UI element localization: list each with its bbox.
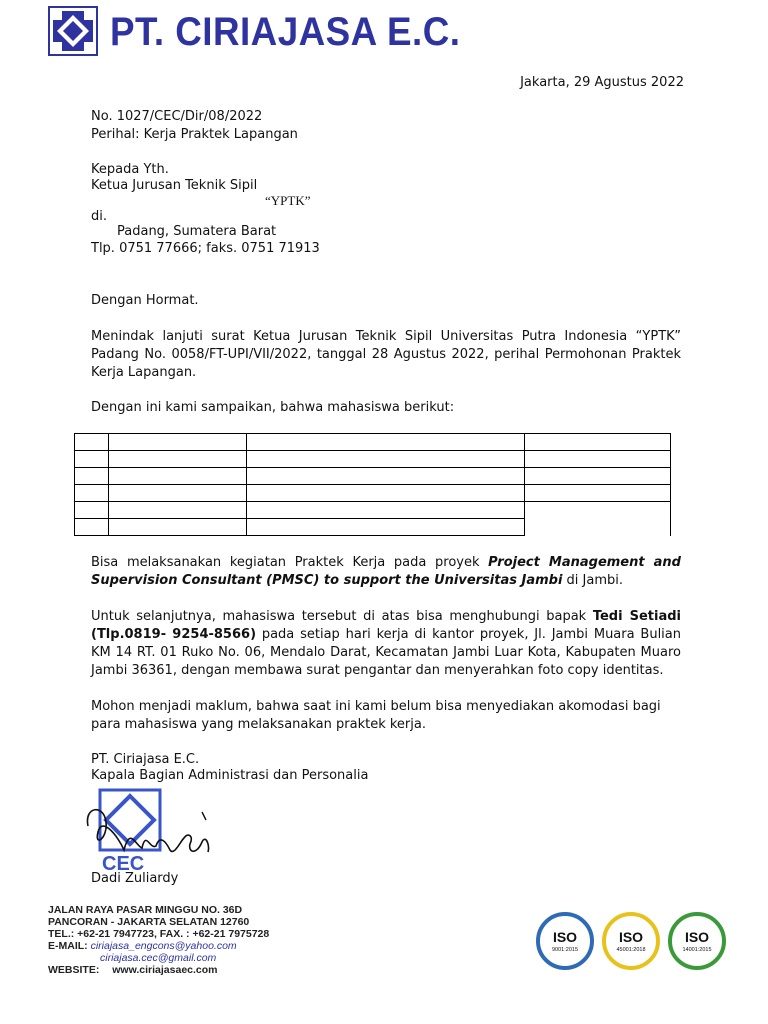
recipient-line: Ketua Jurusan Teknik Sipil xyxy=(91,178,258,193)
address-line: PANCORAN - JAKARTA SELATAN 12760 xyxy=(48,916,250,928)
recipient-line: di. xyxy=(91,209,107,224)
footer-address xyxy=(48,904,269,976)
website-link[interactable]: www.ciriajasaec.com xyxy=(112,964,218,976)
iso-45001-badge xyxy=(602,912,660,970)
iso-label: ISO xyxy=(618,929,644,945)
website-label: WEBSITE: xyxy=(48,964,100,976)
iso-label: ISO xyxy=(552,929,578,945)
letter-date: Jakarta, 29 Agustus 2022 xyxy=(520,75,684,90)
iso-standard: 45001:2018 xyxy=(616,947,646,953)
table-row xyxy=(75,451,671,468)
recipient-line: “YPTK” xyxy=(265,193,311,208)
iso-14001-badge xyxy=(668,912,726,970)
letter-subject: Perihal: Kerja Praktek Lapangan xyxy=(91,127,298,142)
recipient-line: Kepada Yth. xyxy=(91,162,169,177)
paragraph-text: Untuk selanjutnya, mahasiswa tersebut di atas bisa menghubungi bapak xyxy=(91,609,593,624)
recipient-line: Tlp. 0751 77666; faks. 0751 71913 xyxy=(91,241,320,256)
email-link[interactable]: ciriajasa.cec@gmail.com xyxy=(100,952,217,964)
signature-stamp xyxy=(84,786,224,878)
iso-label: ISO xyxy=(684,929,710,945)
company-name: PT. CIRIAJASA E.C. xyxy=(110,10,461,54)
table-row xyxy=(75,519,671,536)
iso-9001-badge xyxy=(536,912,594,970)
email-line xyxy=(48,952,269,964)
letter-number: No. 1027/CEC/Dir/08/2022 xyxy=(91,109,263,124)
company-logo xyxy=(48,6,98,56)
paragraph xyxy=(91,554,681,590)
paragraph: Menindak lanjuti surat Ketua Jurusan Teknik Sipil Universitas Putra Indonesia “YPTK” Padang No. 0058/FT-UPI/VII/2022, tanggal 28 Agustus 2022, perihal Permohonan Praktek Kerja Lapangan. xyxy=(91,329,681,380)
phone-line: TEL.: +62-21 7947723, FAX. : +62-21 7975728 xyxy=(48,928,270,940)
greeting: Dengan Hormat. xyxy=(91,293,199,308)
project-name: Project Management and Supervision Consultant (PMSC) to support the Universitas Jambi xyxy=(91,555,681,588)
address-line: JALAN RAYA PASAR MINGGU NO. 36D xyxy=(48,904,243,916)
paragraph: Dengan ini kami sampaikan, bahwa mahasiswa berikut: xyxy=(91,400,455,415)
table-row xyxy=(75,434,671,451)
svg-text:CEC: CEC xyxy=(102,853,145,875)
email-label: E-MAIL: xyxy=(48,940,88,952)
table-row xyxy=(75,502,671,519)
paragraph xyxy=(91,608,681,680)
iso-standard: 9001:2015 xyxy=(552,947,578,953)
email-line xyxy=(48,940,269,952)
email-link[interactable]: ciriajasa_engcons@yahoo.com xyxy=(90,940,237,952)
website-line xyxy=(48,964,269,976)
paragraph-text: di Jambi. xyxy=(562,573,624,588)
sign-company: PT. Ciriajasa E.C. xyxy=(91,752,200,767)
sign-title: Kapala Bagian Administrasi dan Personalia xyxy=(91,768,369,783)
paragraph-text: Bisa melaksanakan kegiatan Praktek Kerja pada proyek xyxy=(91,555,489,570)
paragraph: Mohon menjadi maklum, bahwa saat ini kami belum bisa menyediakan akomodasi bagi para mahasiswa yang melaksanakan praktek kerja. xyxy=(91,699,661,732)
iso-standard: 14001:2015 xyxy=(682,947,712,953)
table-row xyxy=(75,468,671,485)
sign-name: Dadi Zuliardy xyxy=(91,871,179,886)
student-table xyxy=(74,433,671,536)
contact-person: Tedi Setiadi (Tlp.0819- 9254-8566) xyxy=(91,609,681,642)
recipient-line: Padang, Sumatera Barat xyxy=(117,224,277,239)
table-row xyxy=(75,485,671,502)
paragraph-text: pada setiap hari kerja di kantor proyek, Jl. Jambi Muara Bulian KM 14 RT. 01 Ruko No. 06, Mendalo Darat, Kecamatan Jambi Luar Kota, Kabupaten Muaro Jambi 36361, dengan membawa surat pengantar dan menyerahkan foto copy identitas. xyxy=(91,627,681,678)
